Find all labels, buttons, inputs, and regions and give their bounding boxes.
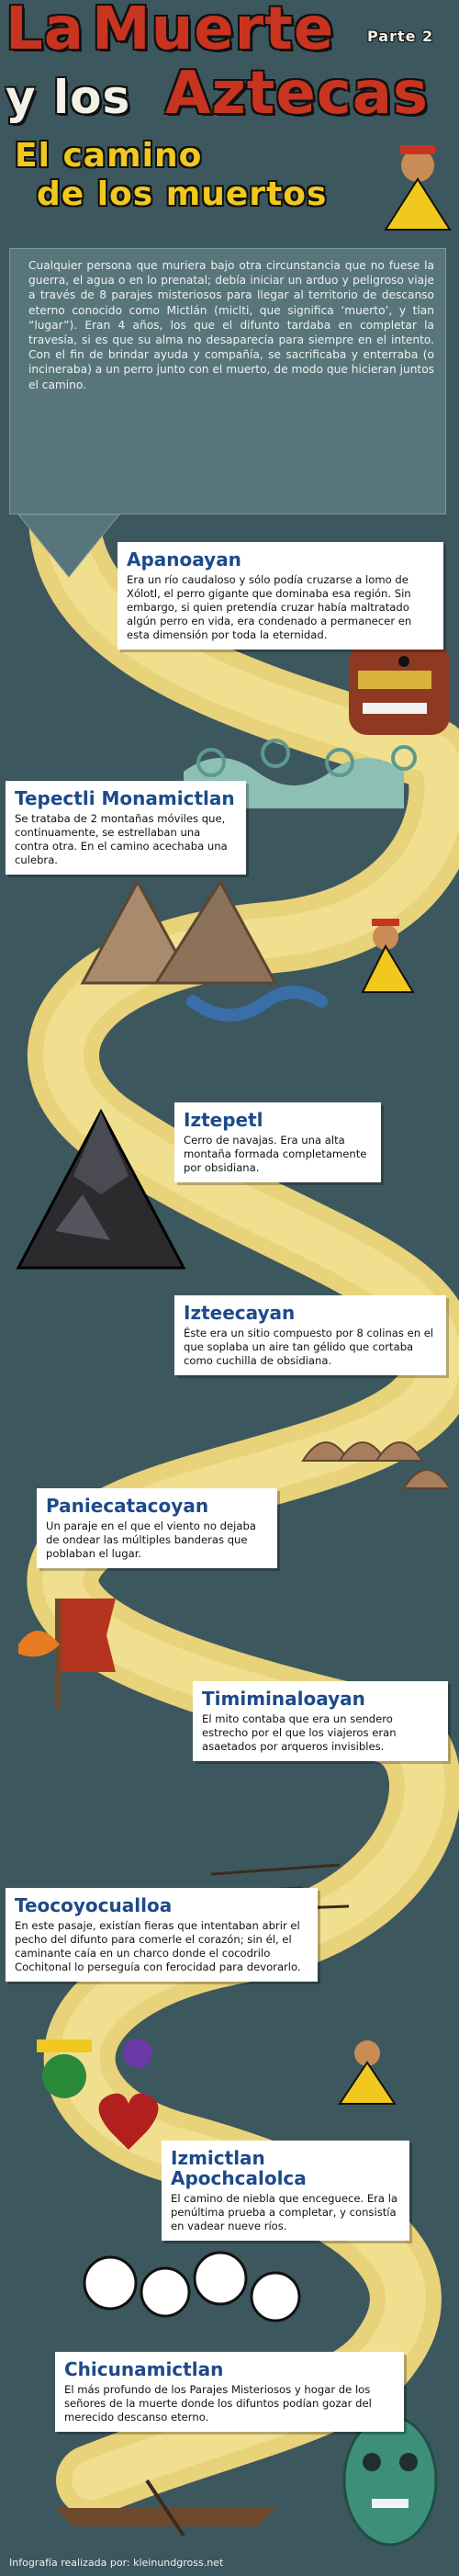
station-title: Izteecayan xyxy=(184,1302,296,1324)
station-teocoyocualloa xyxy=(6,1888,318,1982)
station-text: Un paraje en el que el viento no dejaba de ondear las múltiples banderas que poblaban el lugar. xyxy=(46,1520,256,1560)
subtitle-line-1: El camino xyxy=(15,137,203,175)
station-title: Teocoyocualloa xyxy=(15,1894,173,1916)
station-iztepetl xyxy=(174,1102,381,1182)
station-title: Tepectli Monamictlan xyxy=(15,787,235,809)
station-izteecayan xyxy=(174,1295,446,1375)
title-la: La xyxy=(6,0,84,63)
credit-text: Infografía realizada por: kleinundgross.net xyxy=(9,2557,224,2569)
station-title: Izmictlan Apochcalolca xyxy=(171,2147,307,2189)
intro-box xyxy=(9,248,446,514)
station-paniecatacoyan xyxy=(37,1488,277,1568)
station-apanoayan xyxy=(118,542,443,650)
station-text: El camino de niebla que enceguece. Era la penúltima prueba a completar, y consistía en vadear nueve ríos. xyxy=(171,2192,398,2232)
station-tepectli-monamictlan xyxy=(6,781,246,875)
death-mask-illustration xyxy=(344,2416,436,2545)
station-title: Timiminaloayan xyxy=(202,1688,365,1710)
station-text: En este pasaje, existían fieras que intentaban abrir el pecho del difunto para comerle el corazón; sin él, el caminante caía en un charco donde el cocodrilo Cochitonal lo perseguía con ferocidad para devorarlo. xyxy=(15,1919,301,1973)
station-title: Paniecatacoyan xyxy=(46,1495,209,1517)
station-chicunamictlan xyxy=(55,2352,404,2432)
title-muerte: Muerte xyxy=(92,0,335,63)
title-y-los: y los xyxy=(6,71,131,124)
title-part-label: Parte 2 xyxy=(367,28,434,45)
station-text: Era un río caudaloso y sólo podía cruzarse a lomo de Xólotl, el perro gigante que dominaba esa región. Sin embargo, si quien pretendía cruzar había maltratado algún perro en vida, era condenado a permanecer en esta dimensión por toda la eternidad. xyxy=(127,573,412,641)
station-text: Éste era un sitio compuesto por 8 colinas en el que soplaba un aire tan gélido que cortaba como cuchilla de obsidiana. xyxy=(184,1327,434,1367)
station-title: Apanoayan xyxy=(127,548,241,571)
station-text: Se trataba de 2 montañas móviles que, continuamente, se estrellaban una contra otra. En el camino acechaba una culebra. xyxy=(15,812,228,866)
intro-text: Cualquier persona que muriera bajo otra circunstancia que no fuese la guerra, el agua o en lo prenatal; debía iniciar un arduo y peligroso viaje a través de 8 parajes misteriosos para llegar al territorio de descanso eterno conocido como Mictlán (miclti, que significa ‘muerto’, y tlan “lugar”). Eran 4 años, los que el difunto tardaba en completar la travesía, si es que su alma no desaparecía para siempre en el intento. Con el fin de brindar ayuda y compañía, se sacrificaba y enterraba (o incineraba) a un perro junto con el muerto, de modo que hicieran juntos el camino. xyxy=(28,259,434,391)
station-text: Cerro de navajas. Era una alta montaña formada completamente por obsidiana. xyxy=(184,1134,367,1174)
station-text: El más profundo de los Parajes Misteriosos y hogar de los señores de la muerte donde los difuntos podían gozar del merecido descanso eterno. xyxy=(64,2383,372,2423)
station-title: Chicunamictlan xyxy=(64,2358,224,2380)
subtitle-line-2: de los muertos xyxy=(37,175,328,213)
title-aztecas: Aztecas xyxy=(165,60,429,128)
station-timiminaloayan xyxy=(193,1681,448,1761)
station-izmictlan-apochcalolca xyxy=(162,2141,409,2241)
station-title: Iztepetl xyxy=(184,1109,263,1131)
xolotl-dog-illustration xyxy=(349,643,450,735)
station-text: El mito contaba que era un sendero estrecho por el que los viajeros eran asaetados por arqueros invisibles. xyxy=(202,1712,397,1753)
